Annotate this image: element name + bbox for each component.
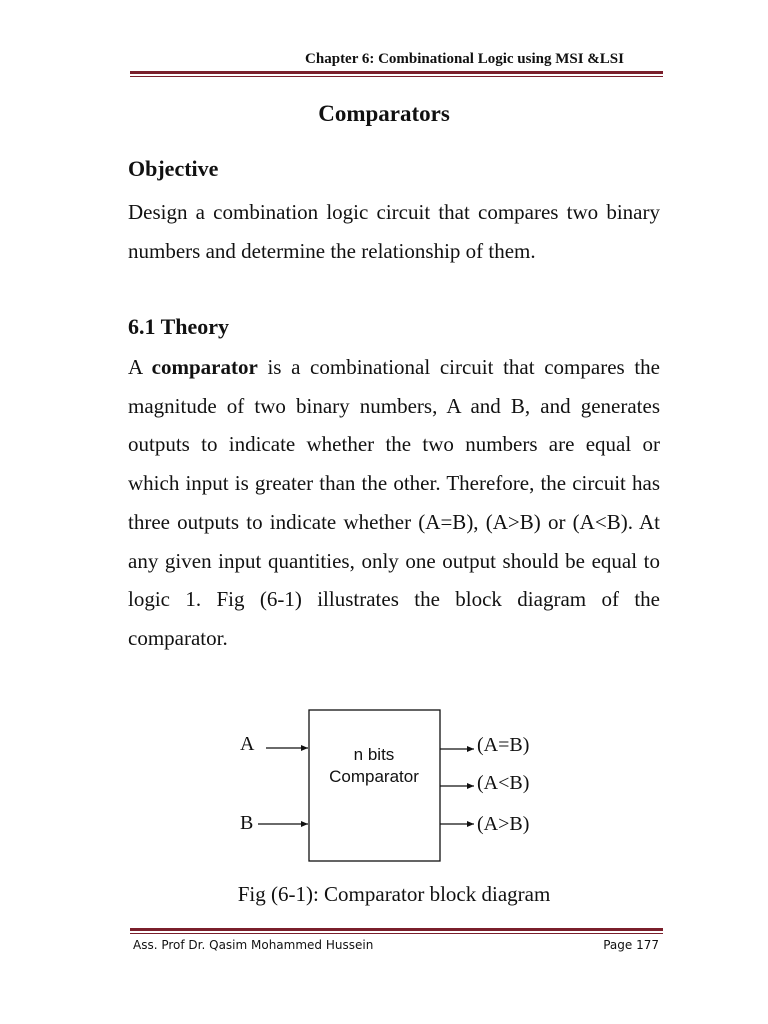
output-label-lt: (A<B) (477, 772, 530, 794)
footer-rule-thick (130, 928, 663, 931)
theory-paragraph (128, 348, 660, 658)
objective-paragraph (128, 193, 660, 270)
output-label-gt: (A>B) (477, 813, 530, 835)
theory-text (128, 348, 660, 658)
output-label-eq: (A=B) (477, 734, 530, 756)
objective-text: Design a combination logic circuit that compares two binary numbers and determine the relationship of them. (128, 200, 660, 263)
theory-text-lead: A (128, 355, 152, 379)
input-label-b: B (240, 812, 254, 834)
block-label-comparator: Comparator (329, 767, 419, 786)
footer-page-number: Page 177 (603, 938, 659, 952)
objective-heading: Objective (128, 156, 219, 181)
theory-text-body: is a combinational circuit that compares the magnitude of two binary numbers, A and B, and generates outputs to indicate whether the two numbers are equal or which input is greater than the other. Therefore, the circuit has three outputs to indicate whether (A=B), (A>B) or (A<B). At any given input quantities, only one output should be equal to logic 1. Fig (6-1) illustrates the block diagram of the comparator. (128, 355, 660, 650)
figure-caption: Fig (6-1): Comparator block diagram (237, 882, 551, 906)
theory-bold-term: comparator (151, 355, 258, 379)
input-label-a: A (240, 733, 255, 755)
footer-rule-thin (130, 933, 663, 934)
page-title: Comparators (318, 101, 450, 126)
block-label-bits: n bits (353, 745, 395, 764)
diagram-svg (228, 700, 558, 870)
header-rule-thin (130, 76, 663, 77)
footer-author: Ass. Prof Dr. Qasim Mohammed Hussein (133, 938, 374, 952)
comparator-block-diagram (228, 700, 558, 870)
theory-heading: 6.1 Theory (128, 314, 230, 339)
chapter-header: Chapter 6: Combinational Logic using MSI &LSI (305, 51, 624, 67)
header-rule-thick (130, 71, 663, 74)
